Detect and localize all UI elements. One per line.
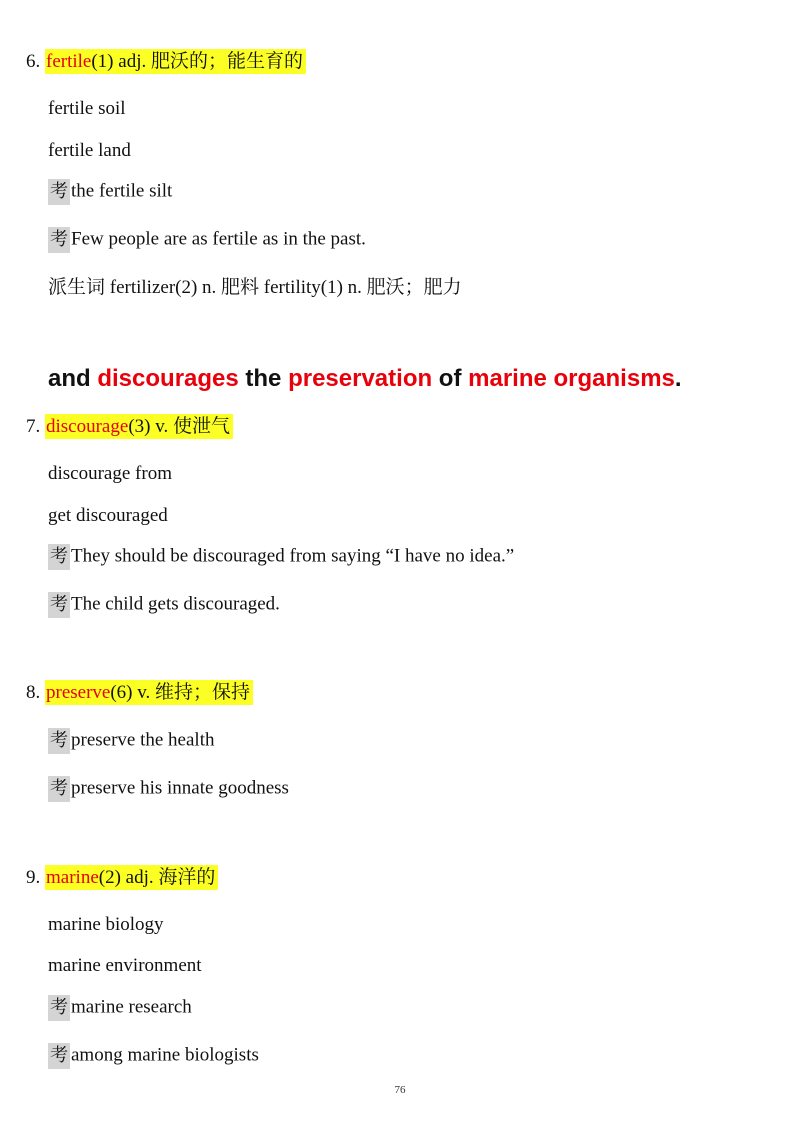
entry-heading-9 (26, 866, 218, 890)
example-line: marine environment (48, 955, 202, 976)
entry-number: 7. (26, 416, 41, 437)
exam-example-line (48, 995, 192, 1021)
exam-marker-icon: 考 (48, 776, 70, 802)
entry-word: fertile (46, 51, 92, 72)
entry-heading-6 (26, 50, 306, 74)
example-line: fertile soil (48, 98, 126, 119)
entry-definition: (6) v. 维持；保持 (110, 682, 251, 703)
exam-marker-icon: 考 (48, 728, 70, 754)
entry-highlight (45, 414, 233, 439)
source-sentence (48, 364, 682, 394)
example-line: fertile land (48, 140, 131, 161)
exam-example-line (48, 544, 514, 570)
sentence-part: . (674, 365, 682, 392)
page-number: 76 (394, 1084, 406, 1096)
entry-heading-7 (26, 415, 233, 439)
sentence-keyword: discourages (97, 365, 239, 392)
exam-marker-icon: 考 (48, 995, 70, 1021)
exam-example-line (48, 592, 280, 618)
entry-heading-8 (26, 681, 253, 705)
entry-number: 9. (26, 867, 41, 888)
exam-example-text: preserve the health (71, 729, 215, 751)
sentence-keyword: marine organisms (468, 365, 675, 392)
sentence-part: of (432, 365, 469, 392)
exam-example-text: marine research (71, 996, 192, 1018)
entry-definition: (3) v. 使泄气 (128, 416, 230, 437)
entry-word: marine (46, 867, 99, 888)
exam-marker-icon: 考 (48, 1043, 70, 1069)
exam-marker-icon: 考 (48, 544, 70, 570)
entry-number: 8. (26, 682, 41, 703)
entry-definition: (2) adj. 海洋的 (98, 867, 216, 888)
exam-example-line (48, 179, 172, 205)
sentence-keyword: preservation (288, 365, 433, 392)
example-line: discourage from (48, 463, 172, 484)
entry-highlight (45, 865, 218, 890)
exam-example-text: Few people are as fertile as in the past. (71, 228, 366, 250)
exam-example-text: among marine biologists (71, 1044, 259, 1066)
exam-example-text: The child gets discouraged. (71, 593, 280, 615)
entry-highlight (45, 49, 306, 74)
exam-example-line (48, 728, 214, 754)
entry-number: 6. (26, 51, 41, 72)
exam-marker-icon: 考 (48, 592, 70, 618)
derivatives-line: 派生词 fertilizer(2) n. 肥料 fertility(1) n. 肥沃；肥力 (48, 277, 462, 298)
entry-word: discourage (46, 416, 129, 437)
exam-example-line (48, 227, 366, 253)
exam-example-text: the fertile silt (71, 180, 173, 202)
exam-marker-icon: 考 (48, 179, 70, 205)
entry-highlight (45, 680, 253, 705)
sentence-part: the (238, 365, 289, 392)
exam-example-line (48, 1043, 259, 1069)
example-line: get discouraged (48, 505, 168, 526)
example-line: marine biology (48, 914, 164, 935)
sentence-part: and (48, 365, 98, 392)
entry-word: preserve (46, 682, 111, 703)
exam-marker-icon: 考 (48, 227, 70, 253)
exam-example-line (48, 776, 289, 802)
entry-definition: (1) adj. 肥沃的；能生育的 (91, 51, 303, 72)
exam-example-text: They should be discouraged from saying “I have no idea.” (71, 545, 515, 567)
exam-example-text: preserve his innate goodness (71, 777, 289, 799)
